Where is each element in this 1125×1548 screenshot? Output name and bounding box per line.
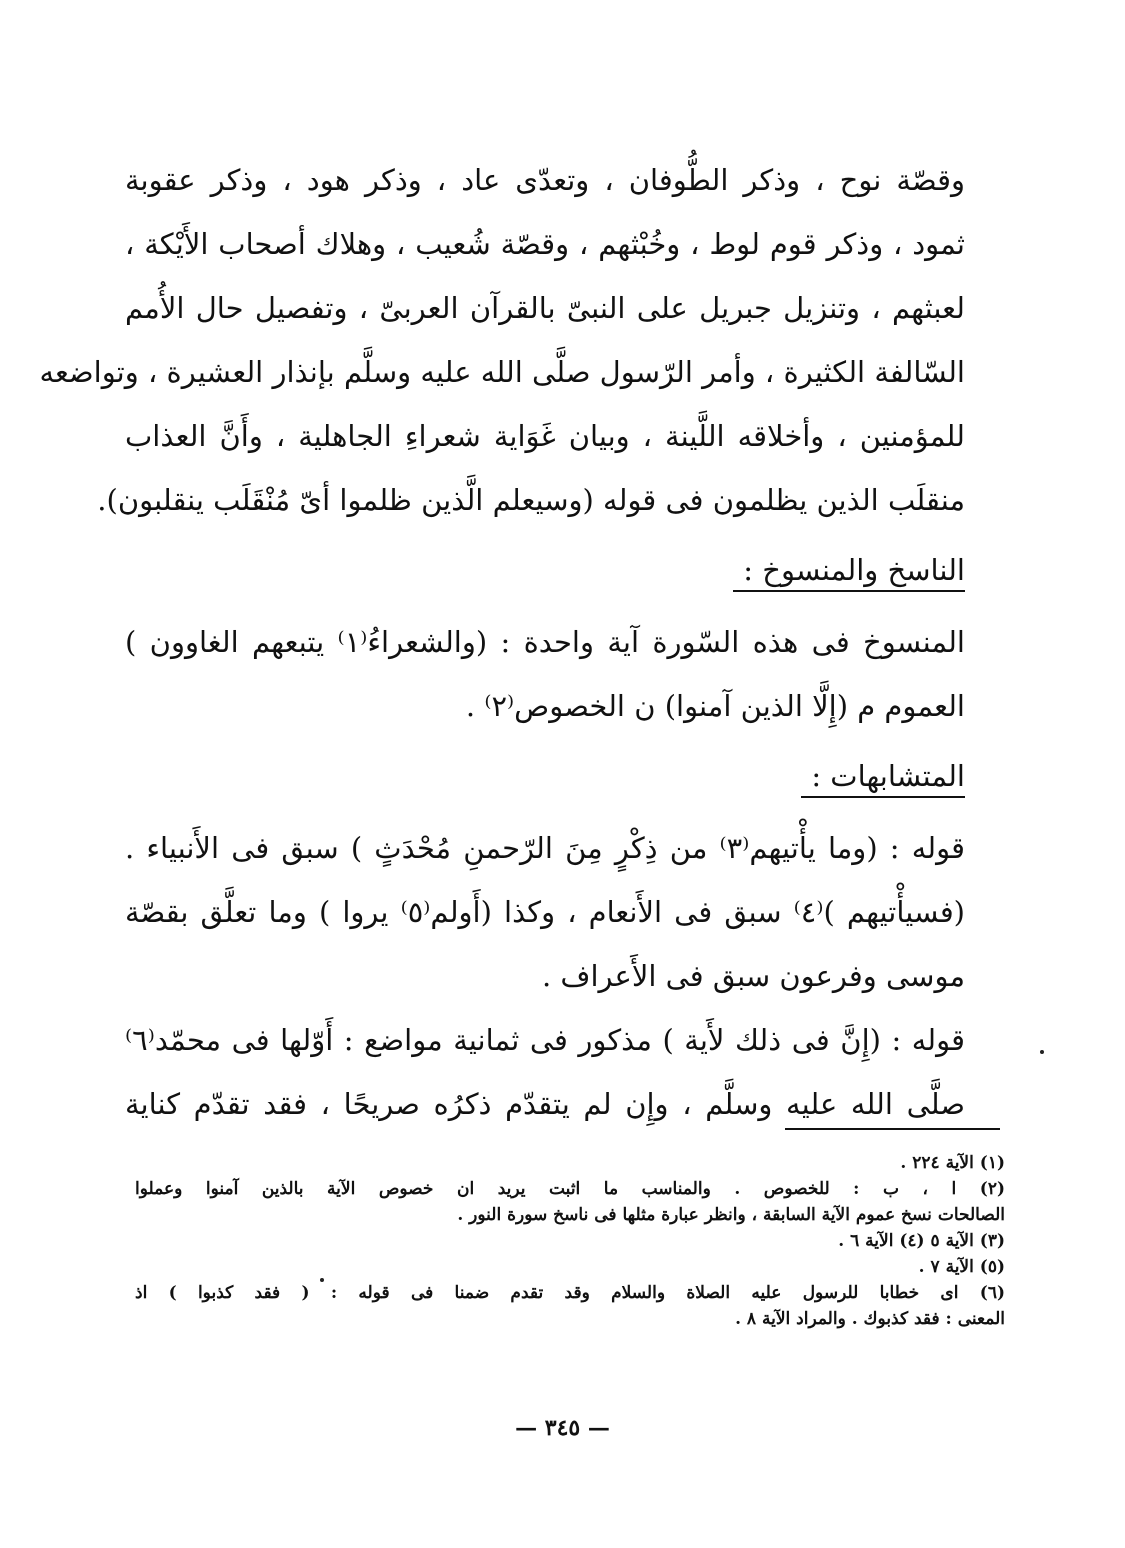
footnote-line: المعنى : فقد كذبوك . والمراد الآية ٨ . bbox=[735, 1309, 1005, 1329]
text-line: للمؤمنين ، وأخلاقه اللَّينة ، وبيان غَوَاية شعراءِ الجاهلية ، وأَنَّ العذاب bbox=[125, 419, 965, 453]
footnotes bbox=[135, 1150, 1005, 1332]
text-line: السّالفة الكثيرة ، وأمر الرّسول صلَّى الله عليه وسلَّم بإنذار العشيرة ، وتواضعه bbox=[39, 355, 965, 389]
footnote-line: (٥) الآية ٧ . bbox=[918, 1257, 1005, 1277]
footnote-line: (٢) ا ، ب : للخصوص . والمناسب ما اثبت يريد ان خصوص الآية بالذين آمنوا وعملوا bbox=[135, 1179, 1005, 1199]
text-line: قوله : (وما يأْتيهم⁽٣⁾ من ذِكْرٍ مِنَ الرّحمنِ مُحْدَثٍ ) سبق فى الأَنبياء . bbox=[125, 831, 965, 865]
scan-speck bbox=[1040, 1050, 1044, 1054]
page-number: — ٣٤٥ — bbox=[515, 1415, 610, 1441]
footnote-line: الصالحات نسخ عموم الآية السابقة ، وانظر عبارة مثلها فى ناسخ سورة النور . bbox=[457, 1205, 1005, 1225]
main-text bbox=[39, 148, 965, 1136]
section-heading-abrogation: الناسخ والمنسوخ : bbox=[733, 550, 965, 592]
section-heading-wrapper bbox=[125, 532, 965, 598]
text-line: العموم م (إِلَّا الذين آمنوا) ن الخصوص⁽٢⁾ . bbox=[465, 689, 965, 723]
text-line: صلَّى الله عليه وسلَّم ، وإِن لم يتقدّم ذكرُه صريحًا ، فقد تقدّم كناية bbox=[125, 1087, 965, 1121]
text-line: وقصّة نوح ، وذكر الطُّوفان ، وتعدّى عاد ، وذكر هود ، وذكر عقوبة bbox=[125, 163, 965, 197]
footnote-line: (٣) الآية ٥ (٤) الآية ٦ . bbox=[838, 1231, 1005, 1251]
text-line: قوله : (إِنَّ فى ذلك لأَية ) مذكور فى ثمانية مواضع : أَوّلها فى محمّد⁽٦⁾ bbox=[125, 1023, 965, 1057]
text-line: (فسيأْتيهم )⁽٤⁾ سبق فى الأَنعام ، وكذا (أَولم⁽٥⁾ يروا ) وما تعلَّق بقصّة bbox=[125, 895, 965, 929]
text-line: المنسوخ فى هذه السّورة آية واحدة : (والشعراءُ⁽١⁾ يتبعهم الغاوون ) bbox=[125, 625, 965, 659]
scan-speck bbox=[320, 1278, 324, 1282]
footnote-line: (٦) اى خطابا للرسول عليه الصلاة والسلام وقد تقدم ضمنا فى قوله : ( فقد كذبوا ) اذ bbox=[135, 1283, 1005, 1303]
footnote-line: (١) الآية ٢٢٤ . bbox=[900, 1153, 1005, 1173]
text-line: موسى وفرعون سبق فى الأَعراف . bbox=[541, 959, 965, 993]
footnote-separator bbox=[785, 1128, 1000, 1130]
section-heading-wrapper bbox=[125, 738, 965, 804]
text-line: منقلَب الذين يظلمون فى قوله (وسيعلم الَّذين ظلموا أىّ مُنْقَلَب ينقلبون). bbox=[97, 483, 965, 517]
text-line: ثمود ، وذكر قوم لوط ، وخُبْثهم ، وقصّة شُعيب ، وهلاك أصحاب الأَيْكة ، bbox=[125, 227, 965, 261]
section-heading-similarities: المتشابهات : bbox=[801, 756, 965, 798]
text-line: لعبثهم ، وتنزيل جبريل على النبىّ بالقرآن العربىّ ، وتفصيل حال الأُمم bbox=[125, 291, 965, 325]
